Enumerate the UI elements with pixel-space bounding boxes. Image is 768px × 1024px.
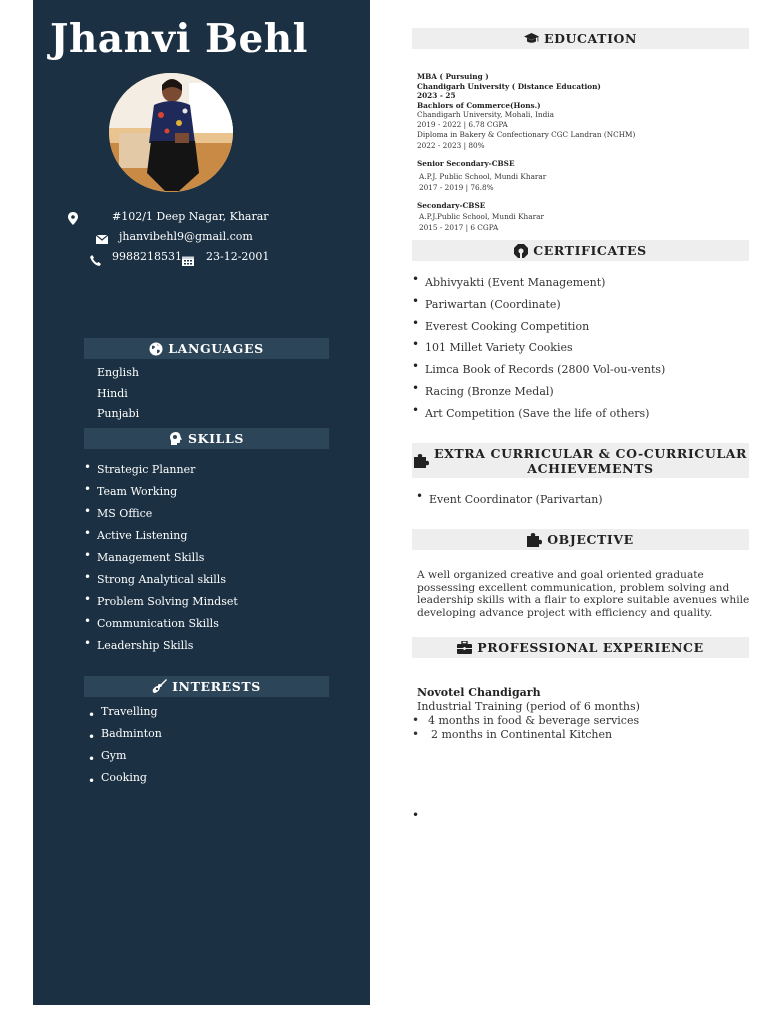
graduation-cap-icon <box>524 33 539 44</box>
list-item: • Leadership Skills <box>97 639 238 661</box>
education-secondary <box>417 201 544 233</box>
skills-title: SKILLS <box>188 431 244 446</box>
skills-list <box>97 463 238 661</box>
education-line: 2019 - 2022 | 6.78 CGPA <box>417 119 508 129</box>
interests-header <box>84 676 329 697</box>
list-item: • 101 Millet Variety Cookies <box>425 341 665 363</box>
list-item: • Racing (Bronze Medal) <box>425 385 665 407</box>
education-senior-secondary <box>417 159 546 193</box>
guitar-icon <box>152 679 167 694</box>
list-item: • 4 months in food & beverage services <box>412 713 640 727</box>
list-item: • 2 months in Continental Kitchen <box>412 727 613 741</box>
dob-text: 23-12-2001 <box>206 250 270 263</box>
senior-year: 2017 - 2019 | 76.8% <box>419 183 494 193</box>
certificates-list <box>425 276 665 429</box>
education-header <box>412 28 749 49</box>
list-item: English <box>97 366 139 379</box>
address-text: #102/1 Deep Nagar, Kharar <box>112 210 269 223</box>
interests-title: INTERESTS <box>172 679 261 694</box>
objective-text: A well organized creative and goal oriented graduate possessing excellent communication, problem solving and leadership skills with a flair to explore suitable avenues while developing advance project with efficiency and quality. <box>417 569 750 619</box>
extra-curricular-header <box>412 443 749 478</box>
extra-curricular-title-line1: EXTRA CURRICULAR & CO-CURRICULAR <box>433 445 748 461</box>
education-line: Chandigarh University ( Distance Education) <box>417 81 601 91</box>
list-item: • Cooking <box>101 771 162 793</box>
education-line: Diploma in Bakery & Confectionary CGC Landran (NCHM) <box>417 129 636 139</box>
skills-header <box>84 428 329 449</box>
experience-role: Industrial Training (period of 6 months) <box>417 700 640 713</box>
puzzle-icon <box>527 532 542 547</box>
list-item: • Management Skills <box>97 551 238 573</box>
languages-title: LANGUAGES <box>168 341 264 356</box>
list-item: • Gym <box>101 749 162 771</box>
list-item: Hindi <box>97 386 128 400</box>
list-item: • Limca Book of Records (2800 Vol-ou-vents) <box>425 363 665 385</box>
extra-curricular-list <box>429 493 603 515</box>
head-icon <box>169 432 183 445</box>
list-item: • Everest Cooking Competition <box>425 320 665 342</box>
envelope-icon <box>96 235 108 244</box>
candidate-name: Jhanvi Behl <box>50 16 308 62</box>
list-item: • MS Office <box>97 507 238 529</box>
globe-icon <box>149 342 163 356</box>
senior-title: Senior Secondary-CBSE <box>417 159 515 168</box>
list-item: • Pariwartan (Coordinate) <box>425 298 665 320</box>
education-line: Bachlors of Commerce(Hons.) <box>417 100 541 110</box>
secondary-title: Secondary-CBSE <box>417 201 486 210</box>
sidebar <box>33 0 370 1005</box>
objective-title: OBJECTIVE <box>547 532 634 547</box>
certificates-header <box>412 240 749 261</box>
puzzle-icon <box>414 453 429 468</box>
calendar-icon <box>182 255 194 266</box>
education-line: MBA ( Pursuing ) <box>417 72 489 81</box>
list-item: • Strategic Planner <box>97 463 238 485</box>
list-item: • Team Working <box>97 485 238 507</box>
list-item: • Problem Solving Mindset <box>97 595 238 617</box>
education-line: 2022 - 2023 | 80% <box>417 141 485 151</box>
company-name: Novotel Chandigarh <box>417 686 541 699</box>
education-line: 2023 - 25 <box>417 91 456 101</box>
experience-block <box>412 686 640 742</box>
certificates-title: CERTIFICATES <box>533 243 647 258</box>
languages-list <box>97 366 139 428</box>
certificate-icon <box>514 244 528 258</box>
list-item: • Active Listening <box>97 529 238 551</box>
list-item: • Art Competition (Save the life of others) <box>425 407 665 429</box>
extra-curricular-title-line2: ACHIEVEMENTS <box>527 460 654 476</box>
list-item: • Event Coordinator (Parivartan) <box>429 493 603 515</box>
education-line: Chandigarh University, Mohali, India <box>417 110 554 120</box>
senior-school: A.P.J. Public School, Mundi Kharar <box>419 171 547 181</box>
empty-bullet: • <box>412 808 420 822</box>
secondary-school: A.P.J.Public School, Mundi Kharar <box>419 211 544 221</box>
list-item: • Travelling <box>101 705 162 727</box>
education-primary <box>417 72 635 151</box>
list-item: • Communication Skills <box>97 617 238 639</box>
profile-photo <box>109 73 233 192</box>
briefcase-icon <box>457 641 472 654</box>
experience-title: PROFESSIONAL EXPERIENCE <box>477 640 704 655</box>
list-item: • Badminton <box>101 727 162 749</box>
list-item: • Strong Analytical skills <box>97 573 238 595</box>
languages-header <box>84 338 329 359</box>
list-item: • Abhivyakti (Event Management) <box>425 276 665 298</box>
phone-text: 9988218531 <box>112 250 182 263</box>
location-pin-icon <box>68 212 78 225</box>
education-title: EDUCATION <box>543 31 638 46</box>
interests-list <box>101 705 162 793</box>
phone-icon <box>90 255 101 266</box>
objective-header <box>412 529 749 550</box>
email-text: jhanvibehl9@gmail.com <box>119 230 253 243</box>
list-item: Punjabi <box>97 407 140 420</box>
experience-header <box>412 637 749 658</box>
secondary-year: 2015 - 2017 | 6 CGPA <box>419 223 499 233</box>
